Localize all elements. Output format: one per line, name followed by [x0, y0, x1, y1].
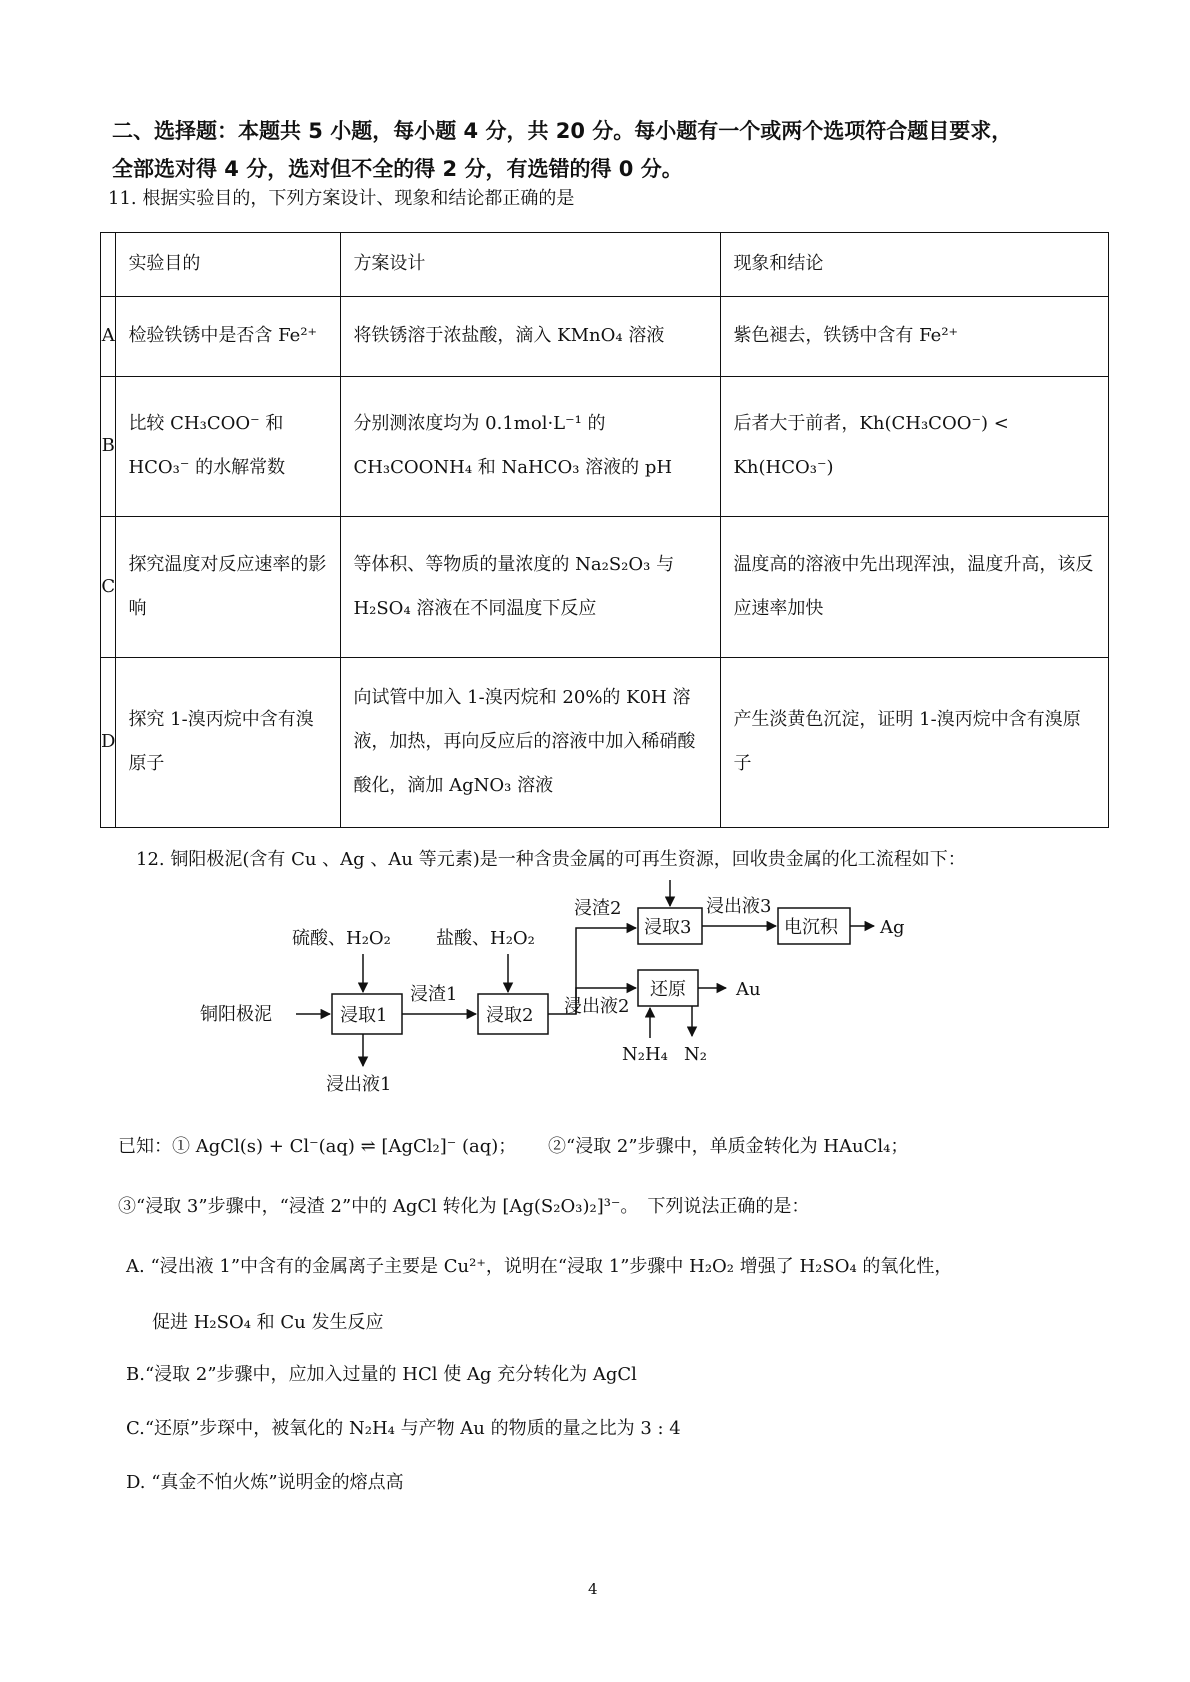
row-purpose: 比较 CH₃COO⁻ 和 HCO₃⁻ 的水解常数 — [116, 376, 341, 517]
row-label: A — [101, 296, 116, 376]
table-row — [101, 376, 1109, 517]
known-1: 已知：① AgCl(s) + Cl⁻(aq) ⇌ [AgCl₂]⁻ (aq)； — [118, 1136, 517, 1157]
flow-step2: 浸取2 — [486, 1005, 534, 1026]
page-number: 4 — [588, 1580, 598, 1598]
header-result: 现象和结论 — [721, 233, 1109, 297]
flow-mid4: 浸出液3 — [706, 896, 772, 917]
option-d: D. “真金不怕火炼”说明金的熔点高 — [126, 1472, 404, 1493]
row-design: 向试管中加入 1-溴丙烷和 20%的 K0H 溶液，加热，再向反应后的溶液中加入稀硝酸酸化，滴加 AgNO₃ 溶液 — [341, 657, 721, 827]
row-design: 将铁锈溶于浓盐酸，滴入 KMnO₄ 溶液 — [341, 296, 721, 376]
section-heading — [112, 112, 1102, 188]
flow-step1: 浸取1 — [340, 1005, 388, 1026]
option-c: C.“还原”步琛中，被氧化的 N₂H₄ 与产物 Au 的物质的量之比为 3 : 4 — [126, 1418, 681, 1439]
option-a-line1: A. “浸出液 1”中含有的金属离子主要是 Cu²⁺，说明在“浸取 1”步骤中 H₂O₂ 增强了 H₂SO₄ 的氧化性， — [126, 1256, 953, 1277]
row-label: C — [101, 517, 116, 658]
flow-reagent2: 盐酸、H₂O₂ — [436, 928, 535, 949]
header-blank — [101, 233, 116, 297]
option-b: B.“浸取 2”步骤中，应加入过量的 HCl 使 Ag 充分转化为 AgCl — [126, 1364, 637, 1385]
flow-reagent1: 硫酸、H₂O₂ — [292, 928, 391, 949]
known-3: ③“浸取 3”步骤中，“浸渣 2”中的 AgCl 转化为 [Ag(S₂O₃)₂]³⁻。 下列说法正确的是： — [118, 1196, 810, 1217]
question-11-stem: 11. 根据实验目的，下列方案设计、现象和结论都正确的是 — [108, 188, 575, 209]
flow-product1: Ag — [880, 917, 905, 938]
flow-reagent4: N₂H₄ — [622, 1044, 668, 1065]
row-result: 温度高的溶液中先出现浑浊，温度升高，该反应速率加快 — [721, 517, 1109, 658]
section-heading-line2: 全部选对得 4 分，选对但不全的得 2 分，有选错的得 0 分。 — [112, 157, 683, 181]
row-label: B — [101, 376, 116, 517]
flow-start: 铜阳极泥 — [200, 1004, 272, 1025]
row-purpose: 探究 1-溴丙烷中含有溴原子 — [116, 657, 341, 827]
row-purpose: 检验铁锈中是否含 Fe²⁺ — [116, 296, 341, 376]
header-design: 方案设计 — [341, 233, 721, 297]
row-result: 产生淡黄色沉淀，证明 1-溴丙烷中含有溴原子 — [721, 657, 1109, 827]
process-flowchart — [180, 880, 940, 1110]
flow-step3: 浸取3 — [644, 917, 692, 938]
table-row — [101, 517, 1109, 658]
flow-step5: 还原 — [650, 979, 686, 1000]
flow-byproduct: N₂ — [684, 1044, 707, 1065]
flow-step4: 电沉积 — [784, 917, 838, 938]
row-label: D — [101, 657, 116, 827]
table-row — [101, 657, 1109, 827]
row-result: 紫色褪去，铁锈中含有 Fe²⁺ — [721, 296, 1109, 376]
experiment-table — [100, 232, 1109, 828]
table-header-row — [101, 233, 1109, 297]
flow-out1: 浸出液1 — [326, 1074, 392, 1095]
known-2: ②“浸取 2”步骤中，单质金转化为 HAuCl₄； — [548, 1136, 909, 1157]
row-design: 分别测浓度均为 0.1mol·L⁻¹ 的 CH₃COONH₄ 和 NaHCO₃ 溶液的 pH — [341, 376, 721, 517]
row-result: 后者大于前者，Kh(CH₃COO⁻) < Kh(HCO₃⁻) — [721, 376, 1109, 517]
row-design: 等体积、等物质的量浓度的 Na₂S₂O₃ 与 H₂SO₄ 溶液在不同温度下反应 — [341, 517, 721, 658]
option-a-line2: 促进 H₂SO₄ 和 Cu 发生反应 — [152, 1312, 384, 1333]
flow-mid2: 浸渣2 — [574, 898, 622, 919]
section-heading-line1: 二、选择题：本题共 5 小题，每小题 4 分，共 20 分。每小题有一个或两个选项符合题目要求， — [112, 119, 1013, 143]
question-12-stem: 12. 铜阳极泥(含有 Cu 、Ag 、Au 等元素)是一种含贵金属的可再生资源，回收贵金属的化工流程如下： — [136, 849, 966, 870]
table-row — [101, 296, 1109, 376]
flow-mid3: 浸出液2 — [564, 996, 630, 1017]
flow-mid1: 浸渣1 — [410, 984, 458, 1005]
flow-product2: Au — [736, 979, 761, 1000]
row-purpose: 探究温度对反应速率的影响 — [116, 517, 341, 658]
header-purpose: 实验目的 — [116, 233, 341, 297]
